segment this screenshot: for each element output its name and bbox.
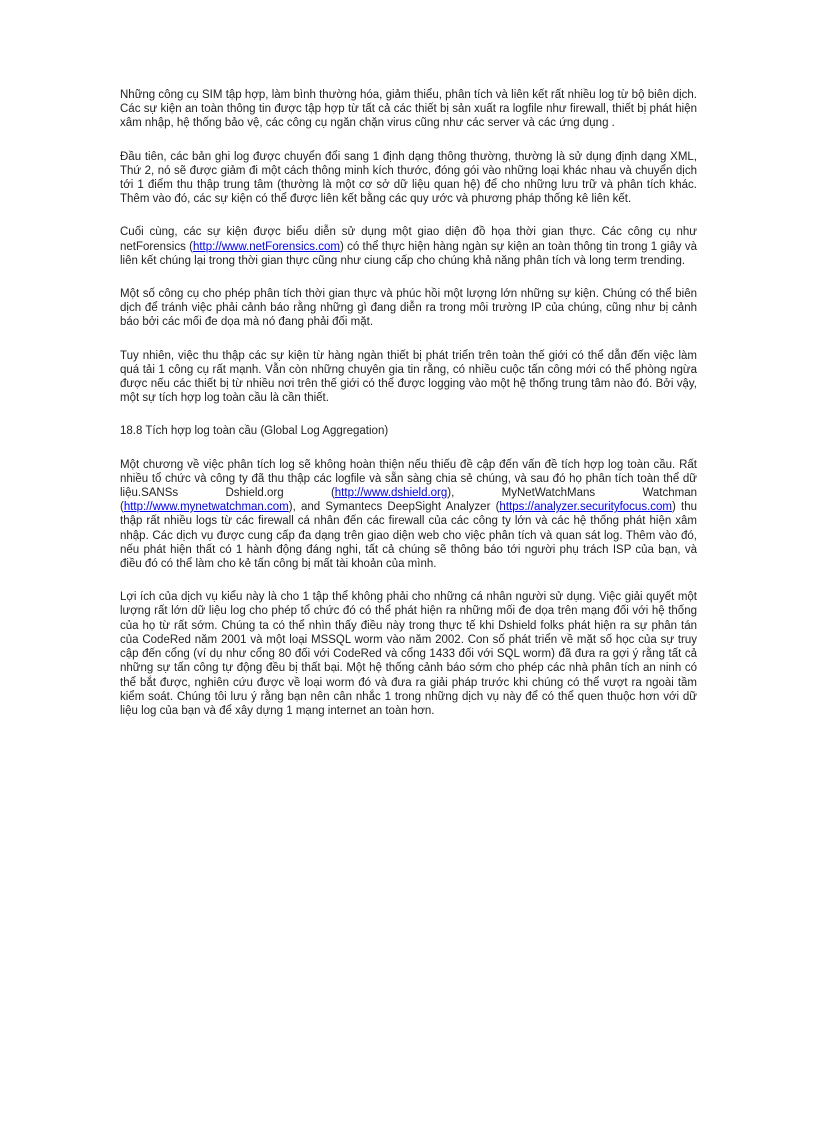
- paragraph-log-conversion: Đầu tiên, các bản ghi log được chuyển đổi sang 1 định dạng thông thường, thường là sử dụng định dạng XML, Thứ 2, nó sẽ được giảm đi một cách thông minh kích thước, đóng gói vào những loại khác nhau và chuyển dịch tới 1 điểm thu thập trung tâm (thường là một cơ sở dữ liệu quan hệ) để cho những lưu trữ và phân tích khác. Thêm vào đó, các sự kiện có thể được liên kết bằng các quy ước và phương pháp thống kê liên kết.: [120, 150, 697, 206]
- paragraph-log-aggregation: [120, 458, 697, 572]
- dshield-link[interactable]: http://www.dshield.org: [334, 487, 448, 500]
- paragraph-sim-tools: Những công cụ SIM tập hợp, làm bình thường hóa, giảm thiểu, phân tích và liên kết rất nhiều log từ bộ biên dịch. Các sự kiện an toàn thông tin được tập hợp từ tất cả các thiết bị sản xuất ra logfile như firewall, thiết bị phát hiện xâm nhập, hệ thống bảo vệ, các công cụ ngăn chặn virus cũng như các server và các ứng dụng .: [120, 89, 697, 130]
- paragraph-service-benefits: Lợi ích của dịch vụ kiểu này là cho 1 tập thể không phải cho những cá nhân người sử dụng. Việc giải quyết một lượng rất lớn dữ liệu log cho phép tổ chức đó có thể phát hiện ra những mối đe dọa trên mạng đối với hệ thống của họ từ rất sớm. Chúng ta có thể nhìn thấy điều này trong thực tế khi Dshield folks phát hiện ra sự phân tán của CodeRed năm 2001 và một loại MSSQL worm vào năm 2002. Con số phát triển về mặt số học của sự truy cập đến cổng (ví dụ như cổng 80 đối với CodeRed và cổng 1433 đối với SQL worm) đã đưa ra gợi ý rằng tất cả những sự tấn công tự động đều bị thất bại. Một hệ thống cảnh báo sớm cho phép các nhà phân tích an ninh có thể bắt được, nghiên cứu được về loại worm đó và đưa ra giải pháp trước khi chúng có thể vượt ra ngoài tầm kiểm soát. Chúng tôi lưu ý rằng bạn nên cân nhắc 1 trong những dịch vụ này để có thể quen thuộc hơn với dữ liệu log của bạn và để xây dựng 1 mạng internet an toàn hơn.: [120, 591, 697, 717]
- mynetwatchman-link[interactable]: http://www.mynetwatchman.com: [123, 501, 289, 514]
- paragraph-text: ) thu thập rất nhiều logs từ các firewall cá nhân đến các firewall của các công ty lớn và các hệ thống phát hiện xâm nhập. Các dịch vụ được cung cấp đa dạng trên giao diện web cho việc phân tích và quan sát log. Thêm vào đó, nếu phát hiện thất có 1 hành động đáng nghi, tất cả chúng sẽ thông báo tới người phụ trách ISP của bạn, và điều đó có thể làm cho kẻ tấn công bị mất tài khoản của mình.: [120, 501, 698, 571]
- paragraph-global-collection: Tuy nhiên, việc thu thập các sự kiện từ hàng ngàn thiết bị phát triển trên toàn thế giới có thể dẫn đến việc làm quá tải 1 công cụ rất mạnh. Vẫn còn những chuyên gia tin rằng, có nhiều cuộc tấn công mới có thể phòng ngừa được nếu các thiết bị từ nhiều nơi trên thế giới có thể được logging vào một hệ thống trung tâm nào đó. Bởi vậy, một sự tích hợp log toàn cầu là cần thiết.: [120, 349, 697, 405]
- paragraph-text: Một chương về việc phân tích log sẽ không hoàn thiện nếu thiếu đề cập đến vấn đề tích hợp log toàn cầu. Rất nhiều tổ chức và công ty đã thu thập các logfile và sẵn sàng chia sẻ chúng, và sau đó họ phân tích toàn thể dữ liệu.SANSs Dshield.org (: [120, 458, 697, 500]
- section-heading: 18.8 Tích hợp log toàn cầu (Global Log Aggregation): [120, 425, 389, 438]
- paragraph-text: Cuối cùng, các sự kiện được biểu diễn sử dụng một giao diện đồ họa thời gian thực. Các công cụ như netForensics (: [120, 226, 697, 253]
- paragraph-realtime-analysis: Một số công cụ cho phép phân tích thời gian thực và phúc hồi một lượng lớn những sự kiện. Chúng có thể biên dịch để tránh việc phải cảnh báo rằng những gì đang diễn ra trong môi trường IP của chúng, cũng như bị cảnh báo bởi các mối đe dọa mà nó đang phải đối mặt.: [120, 288, 697, 329]
- securityfocus-link[interactable]: https://analyzer.securityfocus.com: [499, 501, 672, 514]
- paragraph-realtime-display: [120, 225, 697, 268]
- paragraph-text: ), MyNetWatchMans Watchman (: [120, 487, 697, 514]
- paragraph-text: ), and Symantecs DeepSight Analyzer (: [288, 501, 500, 514]
- paragraph-text: ) có thể thực hiện hàng ngàn sự kiện an toàn thông tin trong 1 giây và liên kết chúng lại trong thời gian thực cũng như ciung cấp cho chúng khả năng phân tích và long term trending.: [120, 240, 697, 267]
- netforensics-link[interactable]: http://www.netForensics.com: [192, 240, 340, 253]
- document-body: [120, 88, 697, 737]
